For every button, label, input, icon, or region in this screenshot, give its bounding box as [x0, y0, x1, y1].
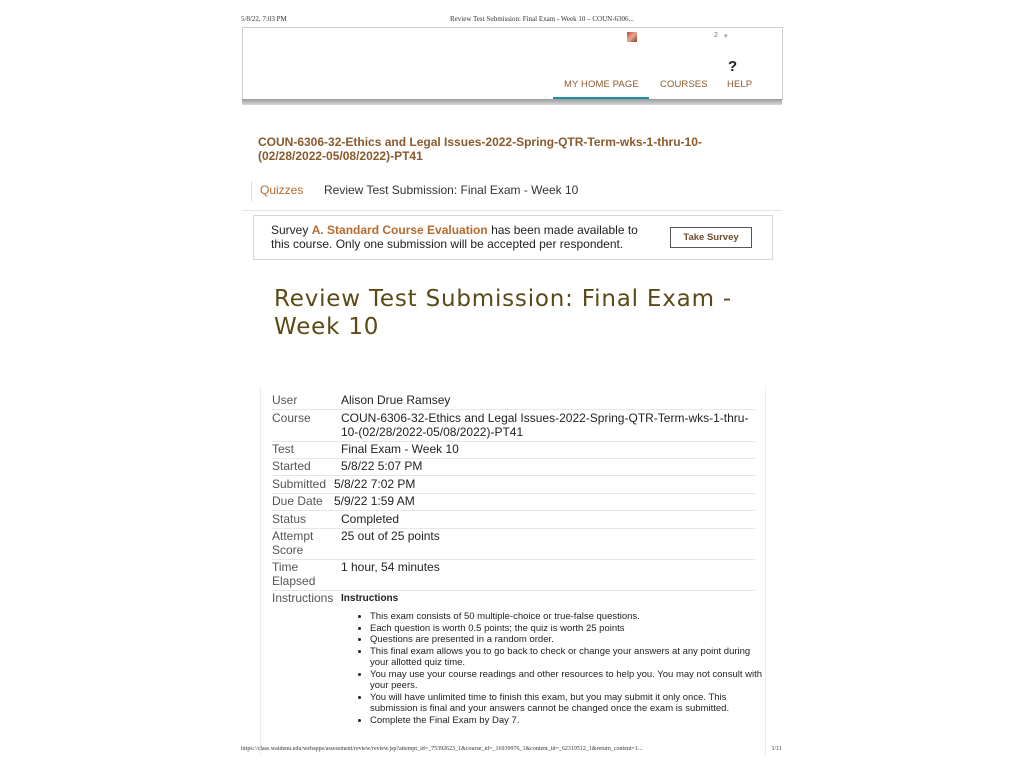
breadcrumb — [251, 181, 772, 201]
help-icon[interactable]: ? — [728, 58, 738, 75]
detail-label: Test — [272, 442, 295, 456]
detail-value: 1 hour, 54 minutes — [341, 560, 440, 574]
detail-label: Status — [272, 512, 307, 526]
print-footer — [241, 746, 782, 756]
nav-help[interactable]: HELP — [727, 79, 753, 90]
detail-value: COUN-6306-32-Ethics and Legal Issues-2022-Spring-QTR-Term-wks-1-thru-10-(02/28/2022-05/08/2022)-PT41 — [341, 411, 749, 439]
print-header — [241, 15, 782, 27]
print-page-number: 1/11 — [771, 746, 782, 752]
detail-value: 25 out of 25 points — [341, 529, 440, 543]
detail-label: Instructions — [272, 591, 334, 605]
instruction-item: • You will have unlimited time to finish this exam, but you may submit it only once. This submission is final and your answers cannot be changed once the exam is submitted. — [370, 692, 770, 715]
survey-suffix: has been made available to this course. Only one submission will be accepted per respondent. — [271, 223, 638, 251]
survey-notice — [253, 215, 773, 260]
detail-value: Final Exam - Week 10 — [341, 442, 459, 456]
avatar[interactable] — [627, 32, 637, 42]
print-date: 5/8/22, 7:03 PM — [241, 15, 287, 23]
print-url: https://class.waldenu.edu/webapps/assessment/review/review.jsp?attempt_id=_75392623_1&course_id=_16939976_1&content_id=_62319512_1&return_content=1... — [241, 746, 643, 752]
instructions-list — [341, 611, 770, 726]
breadcrumb-current: Review Test Submission: Final Exam - Week 10 — [324, 183, 579, 197]
detail-value: 5/9/22 1:59 AM — [334, 494, 415, 508]
detail-row-started — [272, 460, 755, 476]
breadcrumb-divider — [242, 210, 782, 211]
detail-label: Due Date — [272, 494, 323, 508]
detail-value: Completed — [341, 512, 400, 526]
detail-value: Alison Drue Ramsey — [341, 393, 451, 407]
survey-prefix: Survey — [271, 223, 312, 237]
detail-row-user — [272, 394, 755, 410]
survey-message — [271, 223, 651, 251]
detail-row-test — [272, 443, 755, 459]
detail-label: Course — [272, 411, 311, 425]
instruction-item: • Questions are presented in a random order. — [370, 634, 770, 646]
detail-value: 5/8/22 7:02 PM — [334, 477, 416, 491]
instruction-item: • This final exam allows you to go back to check or change your answers at any point during your allotted quiz time. — [370, 646, 770, 669]
print-title: Review Test Submission: Final Exam - Week 10 – COUN-6306... — [450, 15, 634, 23]
nav-my-home-page[interactable]: MY HOME PAGE — [564, 79, 639, 90]
breadcrumb-quizzes-link[interactable]: Quizzes — [260, 183, 304, 197]
instruction-item: • You may use your course readings and other resources to help you. You may not consult with your peers. — [370, 669, 770, 692]
detail-label: Submitted — [272, 477, 327, 491]
detail-row-status — [272, 513, 755, 529]
course-title[interactable]: COUN-6306-32-Ethics and Legal Issues-2022-Spring-QTR-Term-wks-1-thru-10-(02/28/2022-05/08/2022)-PT41 — [258, 135, 702, 163]
instruction-item: • This exam consists of 50 multiple-choice or true-false questions. — [370, 611, 770, 623]
submission-details — [260, 386, 766, 756]
detail-row-attempt-score — [272, 530, 755, 560]
detail-row-submitted — [272, 478, 755, 494]
page-title: Review Test Submission: Final Exam - Week 10 — [274, 286, 732, 340]
instruction-item: • Each question is worth 0.5 points; the quiz is worth 25 points — [370, 623, 770, 635]
instruction-item: • Complete the Final Exam by Day 7. — [370, 715, 770, 727]
detail-row-due-date — [272, 495, 755, 511]
survey-link[interactable]: A. Standard Course Evaluation — [311, 223, 488, 237]
chevron-down-icon[interactable]: ▾ — [724, 33, 728, 40]
detail-label: Started — [272, 459, 311, 473]
detail-value: 5/8/22 5:07 PM — [341, 459, 423, 473]
instructions-heading: Instructions — [341, 593, 399, 604]
top-navigation-bar — [242, 27, 783, 100]
nav-courses[interactable]: COURSES — [660, 79, 708, 90]
detail-label: Attempt Score — [272, 529, 314, 557]
take-survey-button[interactable]: Take Survey — [670, 227, 752, 248]
header-divider — [242, 99, 782, 105]
detail-label: User — [272, 393, 298, 407]
notification-count[interactable]: 2 — [714, 32, 718, 39]
detail-row-course — [272, 412, 755, 442]
detail-label: Time Elapsed — [272, 560, 316, 588]
detail-row-time-elapsed — [272, 561, 755, 591]
